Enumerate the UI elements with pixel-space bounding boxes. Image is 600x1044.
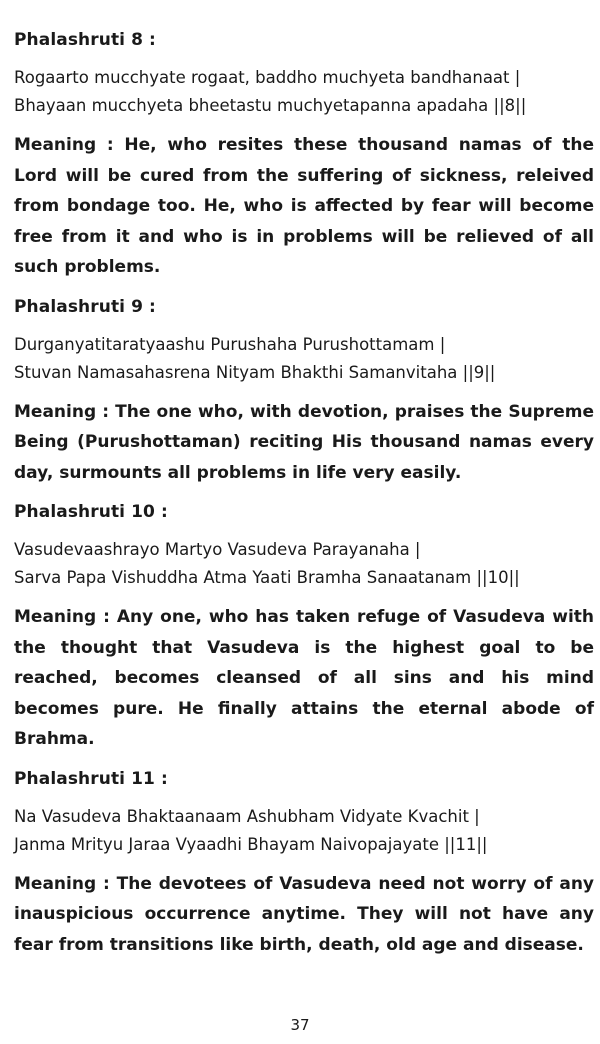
- verse: [14, 64, 594, 120]
- section-heading: Phalashruti 11 :: [14, 768, 168, 789]
- verse-line: Rogaarto mucchyate rogaat, baddho muchyeta bandhanaat |: [14, 68, 521, 87]
- verse-line: Sarva Papa Vishuddha Atma Yaati Bramha Sanaatanam ||10||: [14, 568, 520, 587]
- section-heading: Phalashruti 8 :: [14, 30, 156, 50]
- phalashruti-8-section: [14, 28, 594, 283]
- meaning-paragraph: Meaning : He, who resites these thousand namas of the Lord will be cured from the suffering of sickness, releived from bondage too. He, who is affected by fear will become free from it and who is in problems will be relieved of all such problems.: [14, 135, 594, 277]
- phalashruti-10-section: [14, 500, 594, 755]
- meaning-paragraph: Meaning : Any one, who has taken refuge of Vasudeva with the thought that Vasudeva is the highest goal to be reached, becomes cleansed of all sins and his mind becomes pure. He finally attains the eternal abode of Brahma.: [14, 607, 594, 749]
- verse-line: Durganyatitaratyaashu Purushaha Purushottamam |: [14, 334, 446, 354]
- verse: [14, 536, 594, 592]
- verse: [14, 803, 594, 859]
- phalashruti-9-section: [14, 295, 594, 489]
- meaning-paragraph: Meaning : The devotees of Vasudeva need not worry of any inauspicious occurrence anytime. They will not have any fear from transitions like birth, death, old age and disease.: [14, 873, 594, 955]
- verse-line: Na Vasudeva Bhaktaanaam Ashubham Vidyate Kvachit |: [14, 806, 480, 826]
- section-heading: Phalashruti 10 :: [14, 502, 168, 522]
- verse-line: Bhayaan mucchyeta bheetastu muchyetapanna apadaha ||8||: [14, 96, 527, 115]
- verse: [14, 331, 594, 387]
- verse-line: Janma Mrityu Jaraa Vyaadhi Bhayam Naivopajayate ||11||: [14, 834, 488, 854]
- page-number: 37: [290, 1016, 310, 1034]
- meaning-paragraph: Meaning : The one who, with devotion, praises the Supreme Being (Purushottaman) reciting His thousand namas every day, surmounts all problems in life very easily.: [14, 401, 594, 483]
- phalashruti-11-section: [14, 767, 594, 961]
- section-heading: Phalashruti 9 :: [14, 296, 156, 317]
- verse-line: Vasudevaashrayo Martyo Vasudeva Parayanaha |: [14, 540, 421, 559]
- page-content: [14, 28, 594, 972]
- verse-line: Stuvan Namasahasrena Nityam Bhakthi Samanvitaha ||9||: [14, 362, 496, 382]
